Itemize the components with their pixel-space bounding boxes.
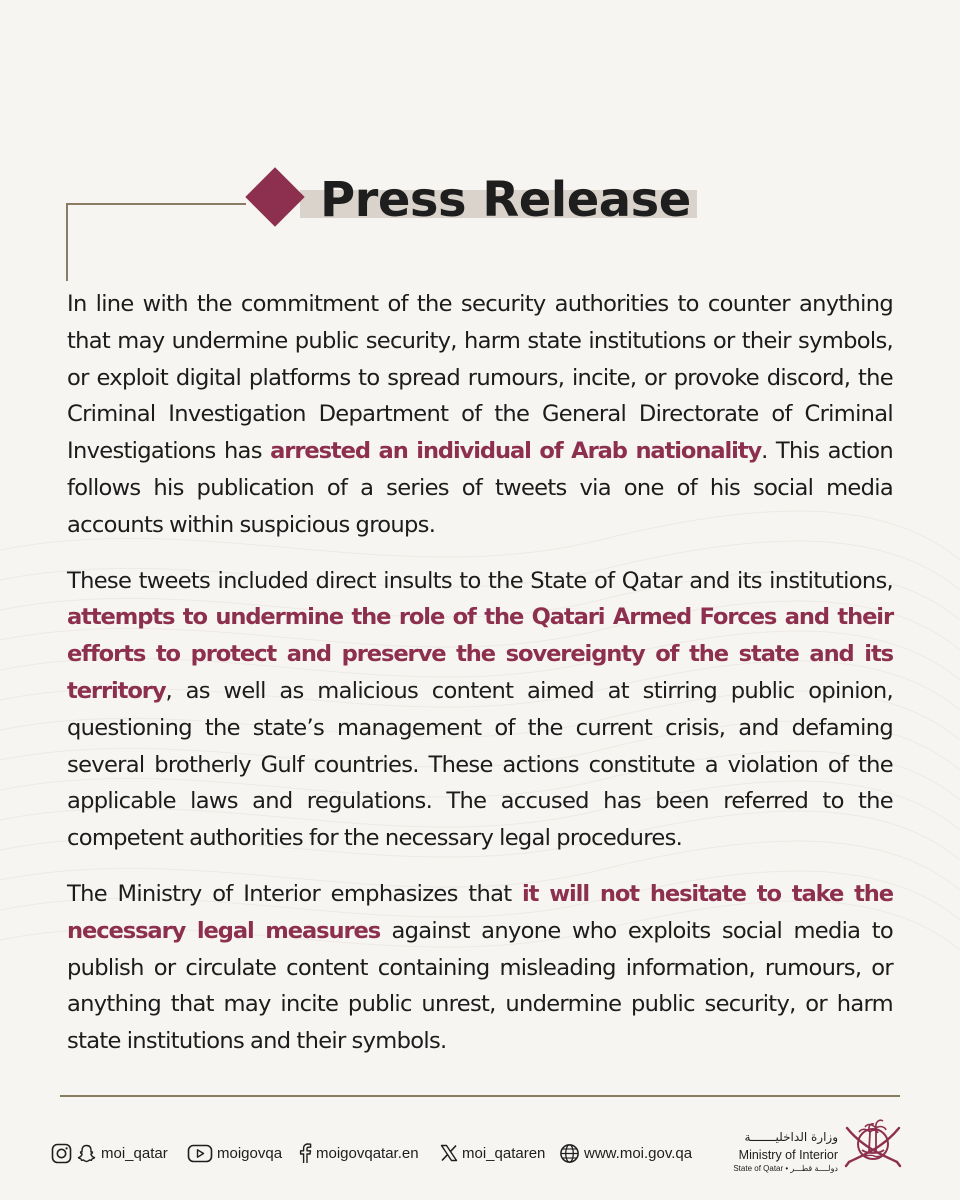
snapchat-icon [76, 1143, 97, 1164]
facebook-icon [298, 1142, 312, 1164]
paragraph-3 [67, 876, 893, 1060]
social-link-moigovqa[interactable] [187, 1140, 282, 1166]
ministry-name-arabic: وزارة الداخليـــــــة [744, 1130, 838, 1144]
social-handle: moigovqatar.en [316, 1144, 419, 1162]
social-handle: www.moi.gov.qa [584, 1144, 693, 1162]
text-run: against anyone who exploits social media to publish or circulate content containing misleading information, rumours, or anything that may incite public unrest, undermine public security, or harm state institutions and their symbols. [67, 917, 893, 1055]
highlighted-text: arrested an individual of Arab nationality [270, 438, 762, 465]
text-run: These tweets included direct insults to the State of Qatar and its institutions, [67, 567, 893, 594]
highlighted-text: attempts to undermine the role of the Qatari Armed Forces and their efforts to protect and preserve the sovereignty of the state and its territory [67, 604, 893, 704]
frame-line-horizontal [66, 203, 246, 205]
social-link-website[interactable] [559, 1140, 692, 1166]
instagram-icon [51, 1143, 72, 1164]
social-link-moi-qataren[interactable] [440, 1140, 545, 1166]
social-handle: moi_qataren [462, 1144, 546, 1162]
x-icon [440, 1144, 458, 1162]
paragraph-2 [67, 563, 893, 857]
paragraph-1 [67, 286, 893, 544]
social-link-moigovqatar-en[interactable] [298, 1140, 419, 1166]
text-run: , as well as malicious content aimed at stirring public opinion, questioning the state’s management of the current crisis, and defaming several brotherly Gulf countries. These actions constitute a violation of the applicable laws and regulations. The accused has been referred to the competent authorities for the necessary legal procedures. [67, 677, 893, 852]
social-link-moi-qatar[interactable] [51, 1140, 168, 1166]
page-title: Press Release [320, 172, 691, 228]
text-run: The Ministry of Interior emphasizes that [67, 880, 522, 907]
youtube-icon [187, 1143, 213, 1164]
diamond-icon [245, 167, 304, 226]
social-handle: moi_qatar [101, 1144, 168, 1162]
footer-divider [60, 1095, 900, 1097]
social-handle: moigovqa [217, 1144, 283, 1162]
highlighted-text: it will not hesitate to take the necessary legal measures [67, 880, 893, 944]
text-run: . This action follows his publication of a series of tweets via one of his social media accounts within suspicious groups. [67, 438, 893, 538]
ministry-name-english: Ministry of Interior [738, 1148, 838, 1162]
title-header [0, 0, 960, 300]
state-of-qatar-label: State of Qatar • دولــــة قطـــر [733, 1164, 838, 1173]
press-release-body [67, 286, 893, 1079]
qatar-emblem-icon [843, 1112, 903, 1174]
globe-icon [559, 1143, 580, 1164]
text-run: In line with the commitment of the security authorities to counter anything that may undermine public security, harm state institutions or their symbols, or exploit digital platforms to spread rumours, incite, or provoke discord, the Criminal Investigation Department of the General Directorate of Criminal Investigations has [67, 291, 893, 465]
frame-line-vertical [66, 203, 68, 281]
